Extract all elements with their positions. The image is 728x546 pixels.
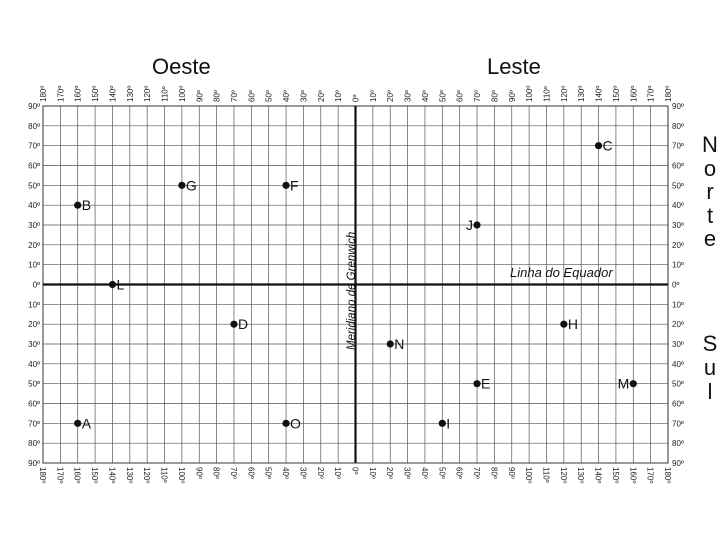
longitude-tick-label-bottom: 100º [524,467,534,484]
latitude-tick-label-left: 20º [28,240,40,250]
point-label-d: D [237,316,249,333]
longitude-tick-label-top: 70º [229,90,239,102]
point-marker-i [439,420,446,427]
longitude-tick-label-bottom: 110º [159,467,169,483]
latitude-tick-label-left: 60º [28,161,40,171]
point-marker-c [595,142,602,149]
longitude-tick-label-bottom: 140º [593,467,603,484]
longitude-tick-label-bottom: 180º [663,467,672,484]
latitude-tick-label-left: 70º [28,419,40,429]
longitude-tick-label-bottom: 110º [541,467,551,483]
point-label-l: L [116,276,125,293]
latitude-tick-label-right: 90º [672,102,684,111]
west-heading: Oeste [152,54,211,79]
longitude-tick-label-bottom: 10º [367,467,377,479]
point-label-o: O [290,415,301,432]
longitude-tick-label-top: 30º [403,90,413,102]
longitude-tick-label-bottom: 20º [315,467,325,479]
latitude-tick-label-left: 90º [28,102,40,111]
longitude-tick-label-top: 60º [455,90,465,102]
longitude-tick-label-bottom: 150º [610,467,620,484]
latitude-tick-label-right: 50º [672,379,684,389]
longitude-tick-label-top: 70º [473,90,483,102]
longitude-tick-label-top: 140º [594,85,604,102]
longitude-tick-label-top: 10º [334,90,344,102]
longitude-tick-label-top: 180º [39,85,48,102]
latitude-tick-label-right: 30º [672,340,684,349]
latitude-tick-label-left: 40º [28,201,40,211]
longitude-tick-label-top: 40º [420,90,430,102]
longitude-tick-label-bottom: 150º [90,467,100,484]
latitude-tick-label-left: 90º [28,459,40,468]
point-marker-g [178,182,185,189]
point-marker-m [630,380,637,387]
longitude-tick-label-top: 40º [282,90,292,102]
point-marker-e [473,380,480,387]
equator-label: Linha do Equador [510,265,613,280]
point-marker-n [387,340,394,347]
longitude-tick-label-bottom: 20º [385,467,395,479]
longitude-tick-label-top: 140º [108,85,118,102]
south-letter: l [707,379,713,404]
longitude-tick-label-top: 50º [264,90,274,102]
latitude-tick-label-right: 0º [672,280,680,290]
point-label-i: I [446,415,451,432]
latitude-tick-label-left: 60º [28,399,40,409]
point-marker-b [74,202,81,209]
longitude-tick-label-top: 160º [73,85,83,102]
longitude-tick-label-top: 160º [629,85,639,102]
point-label-a: A [81,415,92,432]
point-label-f: F [290,177,299,194]
longitude-tick-label-top: 90º [507,90,517,102]
latitude-tick-label-left: 80º [28,121,40,131]
latitude-tick-label-right: 10º [672,300,684,310]
longitude-tick-label-bottom: 40º [419,467,429,479]
north-letter: o [703,155,717,181]
latitude-tick-label-right: 90º [672,459,684,468]
longitude-tick-label-top: 10º [368,90,378,102]
point-label-b: B [81,197,92,214]
point-label-m: M [617,375,630,392]
south-letter: u [703,355,717,380]
point-label-n: N [394,336,405,352]
longitude-tick-label-top: 100º [525,85,535,102]
latitude-tick-label-right: 20º [672,240,684,250]
longitude-tick-label-bottom: 130º [124,467,134,484]
longitude-tick-label-top: 150º [611,85,621,102]
point-marker-a [74,420,81,427]
longitude-tick-label-bottom: 170º [645,467,655,484]
longitude-tick-label-top: 0º [351,94,361,102]
longitude-tick-label-bottom: 80º [489,467,499,479]
longitude-tick-label-bottom: 70º [472,467,482,479]
latitude-tick-label-left: 80º [28,439,40,449]
longitude-tick-label-top: 90º [195,90,205,102]
longitude-tick-label-bottom: 100º [176,467,186,484]
longitude-tick-label-bottom: 60º [454,467,464,479]
north-letter: N [702,132,718,157]
latitude-tick-label-right: 80º [672,121,684,131]
latitude-tick-label-right: 80º [672,439,684,449]
longitude-tick-label-top: 130º [577,85,587,102]
latitude-tick-label-left: 10º [28,300,40,310]
latitude-tick-label-left: 70º [28,141,40,151]
longitude-tick-label-top: 20º [386,90,396,102]
longitude-tick-label-top: 50º [438,90,448,102]
latitude-tick-label-right: 70º [672,141,684,151]
longitude-tick-label-bottom: 10º [333,467,343,479]
longitude-tick-label-top: 110º [160,86,170,102]
latitude-tick-label-right: 70º [672,419,684,429]
longitude-tick-label-bottom: 30º [298,467,308,479]
longitude-tick-label-bottom: 60º [246,467,256,479]
latitude-tick-label-right: 50º [672,181,684,191]
longitude-tick-label-top: 120º [143,85,153,102]
longitude-tick-label-top: 180º [664,85,673,102]
north-letter: t [706,202,714,228]
north-letter: r [706,179,714,204]
longitude-tick-label-top: 150º [91,85,101,102]
latitude-tick-label-right: 40º [672,201,684,211]
point-marker-f [282,182,289,189]
point-marker-l [109,281,116,288]
latitude-tick-label-right: 60º [672,161,684,171]
longitude-tick-label-bottom: 70º [228,467,238,479]
point-marker-h [560,321,567,328]
east-heading: Leste [487,54,541,79]
longitude-tick-label-top: 110º [542,86,552,102]
longitude-tick-label-bottom: 50º [263,467,273,479]
longitude-tick-label-top: 20º [316,90,326,102]
meridian-label: Meridiano de Grenwich [346,231,358,350]
longitude-tick-label-top: 80º [490,90,500,102]
latitude-tick-label-left: 30º [28,340,40,349]
longitude-tick-label-top: 80º [212,90,222,102]
longitude-tick-label-bottom: 80º [211,467,221,479]
longitude-tick-label-bottom: 130º [576,467,586,484]
point-label-j: J [466,217,474,233]
latitude-tick-label-right: 20º [672,320,684,330]
longitude-tick-label-bottom: 90º [506,467,516,479]
longitude-tick-label-bottom: 0º [350,467,360,475]
point-marker-d [230,321,237,328]
south-letter: S [702,331,718,356]
longitude-tick-label-top: 170º [646,85,656,102]
longitude-tick-label-bottom: 50º [437,467,447,479]
longitude-tick-label-bottom: 40º [281,467,291,479]
latitude-tick-label-right: 40º [672,359,684,369]
point-label-g: G [185,177,197,194]
point-label-c: C [602,137,613,154]
point-label-h: H [567,316,578,333]
latitude-tick-label-left: 50º [28,379,40,389]
latitude-tick-label-right: 10º [672,260,684,270]
longitude-tick-label-top: 120º [559,85,569,102]
longitude-tick-label-bottom: 160º [628,467,638,484]
longitude-tick-label-top: 100º [177,85,187,102]
latitude-tick-label-left: 30º [28,221,40,230]
latitude-tick-label-right: 30º [672,221,684,230]
point-marker-o [282,420,289,427]
latitude-tick-label-left: 20º [28,320,40,330]
north-letter: e [703,226,717,251]
latitude-tick-label-left: 0º [32,280,40,290]
longitude-tick-label-bottom: 120º [142,467,152,484]
point-label-e: E [481,375,491,392]
latitude-tick-label-left: 10º [28,260,40,270]
longitude-tick-label-bottom: 30º [402,467,412,479]
longitude-tick-label-bottom: 120º [558,467,568,484]
longitude-tick-label-bottom: 140º [107,467,117,484]
longitude-tick-label-bottom: 90º [194,467,204,479]
longitude-tick-label-top: 170º [56,85,66,102]
longitude-tick-label-bottom: 170º [55,467,65,484]
longitude-tick-label-bottom: 160º [72,467,82,484]
longitude-tick-label-top: 30º [299,90,309,102]
latitude-tick-label-left: 50º [28,181,40,191]
latitude-tick-label-right: 60º [672,399,684,409]
longitude-tick-label-top: 60º [247,90,257,102]
longitude-tick-label-top: 130º [125,85,135,102]
latitude-tick-label-left: 40º [28,359,40,369]
point-marker-j [473,221,480,228]
longitude-tick-label-bottom: 180º [38,467,47,484]
